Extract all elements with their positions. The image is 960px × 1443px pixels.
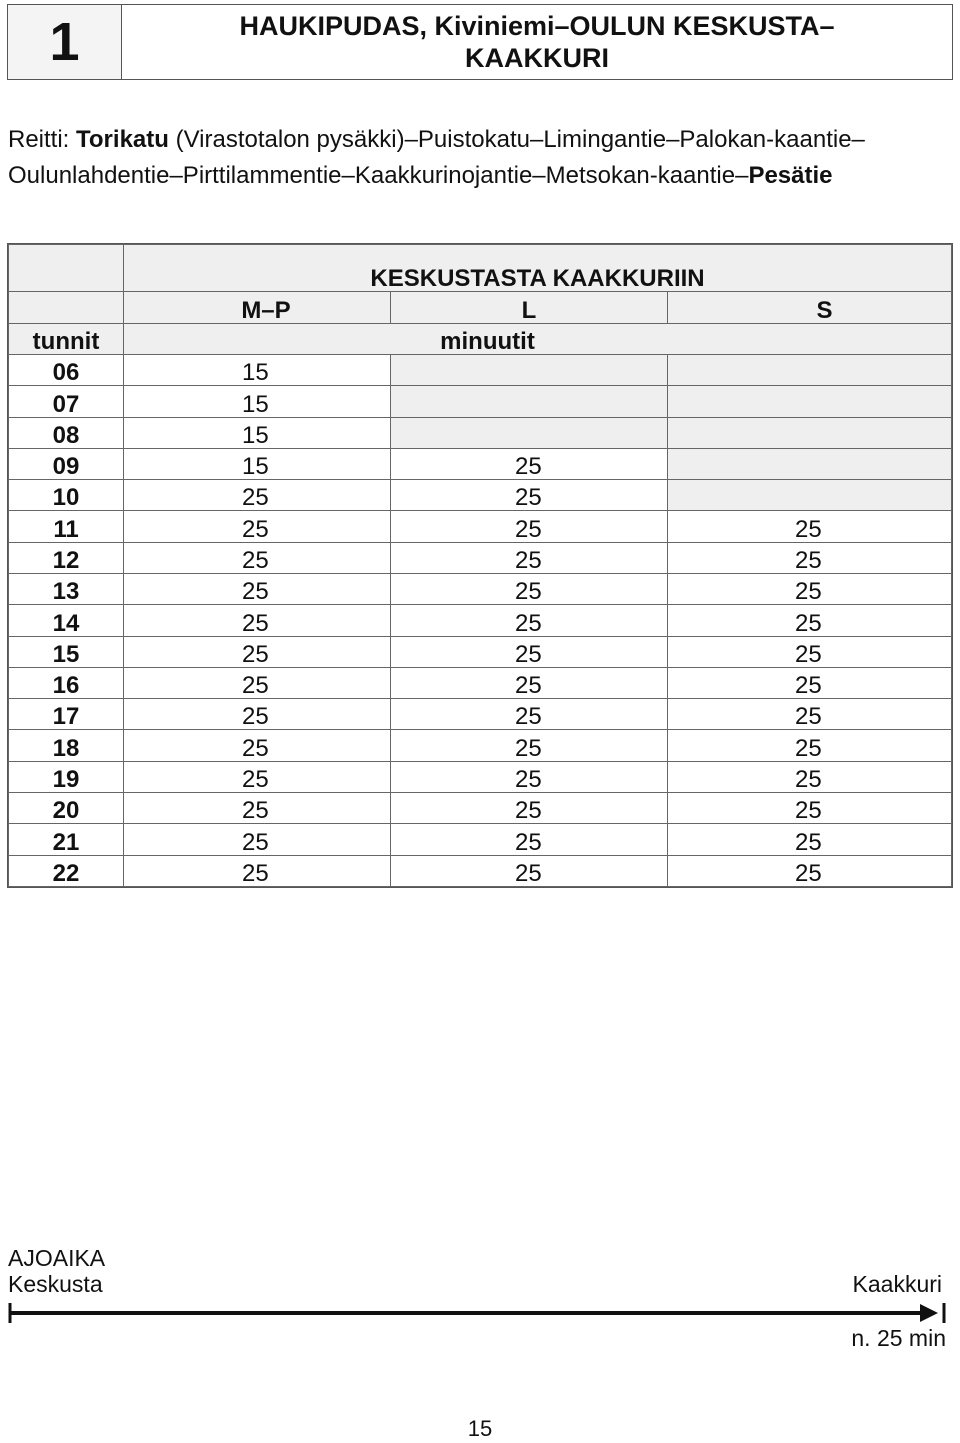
minute-cell-s: 25 bbox=[668, 605, 952, 636]
route-end-stop: Pesätie bbox=[748, 162, 833, 189]
minute-cell-l: 25 bbox=[391, 573, 668, 604]
hour-cell: 16 bbox=[9, 667, 124, 698]
travel-time-label: AJOAIKA bbox=[8, 1245, 106, 1271]
timetable-row bbox=[9, 792, 952, 823]
hour-cell: 21 bbox=[9, 824, 124, 855]
minute-cell-s: 25 bbox=[668, 636, 952, 667]
unit-header-row bbox=[9, 323, 952, 354]
hour-cell: 06 bbox=[9, 355, 124, 386]
minute-cell-l: 25 bbox=[391, 761, 668, 792]
minute-cell-l: 25 bbox=[391, 792, 668, 823]
hour-cell: 19 bbox=[9, 761, 124, 792]
route-title-line2: KAAKKURI bbox=[465, 43, 609, 73]
minute-cell-s bbox=[668, 480, 952, 511]
timetable-row bbox=[9, 355, 952, 386]
timetable-row bbox=[9, 480, 952, 511]
hour-cell: 22 bbox=[9, 855, 124, 886]
timetable-title-row bbox=[9, 245, 952, 292]
timetable-row bbox=[9, 573, 952, 604]
minute-cell-mp: 25 bbox=[124, 667, 391, 698]
day-header-row bbox=[9, 292, 952, 323]
minute-cell-s: 25 bbox=[668, 824, 952, 855]
hour-cell: 11 bbox=[9, 511, 124, 542]
minute-cell-mp: 25 bbox=[124, 636, 391, 667]
timetable-row bbox=[9, 636, 952, 667]
minute-cell-l: 25 bbox=[391, 699, 668, 730]
travel-destination: Kaakkuri bbox=[852, 1271, 942, 1297]
minute-cell-mp: 25 bbox=[124, 699, 391, 730]
minute-cell-l: 25 bbox=[391, 605, 668, 636]
hour-cell: 07 bbox=[9, 386, 124, 417]
minute-cell-s: 25 bbox=[668, 730, 952, 761]
minute-cell-s: 25 bbox=[668, 855, 952, 886]
travel-time-line bbox=[8, 1302, 948, 1324]
hour-cell: 15 bbox=[9, 636, 124, 667]
route-number: 1 bbox=[8, 5, 122, 79]
timetable-row bbox=[9, 448, 952, 479]
minute-cell-l bbox=[391, 417, 668, 448]
timetable-row bbox=[9, 761, 952, 792]
day-header-l: L bbox=[391, 292, 668, 323]
day-header-s: S bbox=[668, 292, 952, 323]
minute-cell-s: 25 bbox=[668, 761, 952, 792]
minute-cell-l: 25 bbox=[391, 542, 668, 573]
timetable-row bbox=[9, 699, 952, 730]
minute-cell-mp: 25 bbox=[124, 824, 391, 855]
route-title bbox=[122, 5, 952, 79]
minute-cell-mp: 25 bbox=[124, 511, 391, 542]
hour-cell: 14 bbox=[9, 605, 124, 636]
timetable-title: KESKUSTASTA KAAKKURIIN bbox=[124, 245, 952, 292]
timetable-row bbox=[9, 667, 952, 698]
route-path: (Virastotalon pysäkki)–Puistokatu–Limingantie–Palokan-kaantie–Oulunlahdentie–Pirttilammentie–Kaakkurinojantie–Metsokan-kaantie– bbox=[8, 126, 865, 189]
minute-cell-s: 25 bbox=[668, 699, 952, 730]
minute-cell-mp: 25 bbox=[124, 792, 391, 823]
route-start-stop: Torikatu bbox=[76, 126, 169, 153]
minute-cell-mp: 25 bbox=[124, 605, 391, 636]
arrow-head-icon bbox=[920, 1304, 938, 1322]
timetable-row bbox=[9, 386, 952, 417]
minute-cell-mp: 25 bbox=[124, 761, 391, 792]
minute-cell-s: 25 bbox=[668, 667, 952, 698]
day-header-mp: M–P bbox=[124, 292, 391, 323]
travel-time-info bbox=[8, 1245, 105, 1297]
minute-cell-mp: 25 bbox=[124, 855, 391, 886]
hour-cell: 20 bbox=[9, 792, 124, 823]
hour-cell: 08 bbox=[9, 417, 124, 448]
minute-cell-l: 25 bbox=[391, 636, 668, 667]
travel-duration: n. 25 min bbox=[851, 1325, 946, 1351]
minute-cell-s: 25 bbox=[668, 511, 952, 542]
minute-cell-s bbox=[668, 448, 952, 479]
travel-origin: Keskusta bbox=[8, 1271, 103, 1297]
timetable-row bbox=[9, 417, 952, 448]
route-title-line1: HAUKIPUDAS, Kiviniemi–OULUN KESKUSTA– bbox=[239, 11, 835, 41]
minute-cell-l: 25 bbox=[391, 448, 668, 479]
page-number: 15 bbox=[467, 1416, 493, 1441]
timetable-row bbox=[9, 824, 952, 855]
minute-cell-s bbox=[668, 355, 952, 386]
minute-cell-mp: 25 bbox=[124, 542, 391, 573]
timetable-row bbox=[9, 605, 952, 636]
timetable-row bbox=[9, 511, 952, 542]
timetable bbox=[7, 243, 953, 888]
hour-cell: 13 bbox=[9, 573, 124, 604]
hour-cell: 18 bbox=[9, 730, 124, 761]
hour-column-label: tunnit bbox=[9, 323, 124, 354]
hour-cell: 12 bbox=[9, 542, 124, 573]
minute-cell-l: 25 bbox=[391, 824, 668, 855]
minute-cell-l: 25 bbox=[391, 730, 668, 761]
minute-cell-mp: 25 bbox=[124, 573, 391, 604]
route-header bbox=[7, 4, 953, 80]
minute-column-label: minuutit bbox=[124, 323, 952, 354]
minute-cell-s: 25 bbox=[668, 573, 952, 604]
timetable-row bbox=[9, 542, 952, 573]
minute-cell-l: 25 bbox=[391, 667, 668, 698]
minute-cell-s bbox=[668, 386, 952, 417]
minute-cell-mp: 25 bbox=[124, 480, 391, 511]
hour-cell: 10 bbox=[9, 480, 124, 511]
timetable-row bbox=[9, 855, 952, 886]
route-description bbox=[8, 122, 948, 194]
timetable-row bbox=[9, 730, 952, 761]
route-desc-prefix: Reitti: bbox=[8, 126, 77, 153]
minute-cell-s bbox=[668, 417, 952, 448]
hour-cell: 17 bbox=[9, 699, 124, 730]
minute-cell-mp: 15 bbox=[124, 386, 391, 417]
minute-cell-l: 25 bbox=[391, 855, 668, 886]
minute-cell-mp: 25 bbox=[124, 730, 391, 761]
minute-cell-mp: 15 bbox=[124, 417, 391, 448]
hour-cell: 09 bbox=[9, 448, 124, 479]
minute-cell-l: 25 bbox=[391, 480, 668, 511]
minute-cell-mp: 15 bbox=[124, 355, 391, 386]
minute-cell-s: 25 bbox=[668, 792, 952, 823]
minute-cell-s: 25 bbox=[668, 542, 952, 573]
minute-cell-mp: 15 bbox=[124, 448, 391, 479]
minute-cell-l: 25 bbox=[391, 511, 668, 542]
minute-cell-l bbox=[391, 386, 668, 417]
minute-cell-l bbox=[391, 355, 668, 386]
